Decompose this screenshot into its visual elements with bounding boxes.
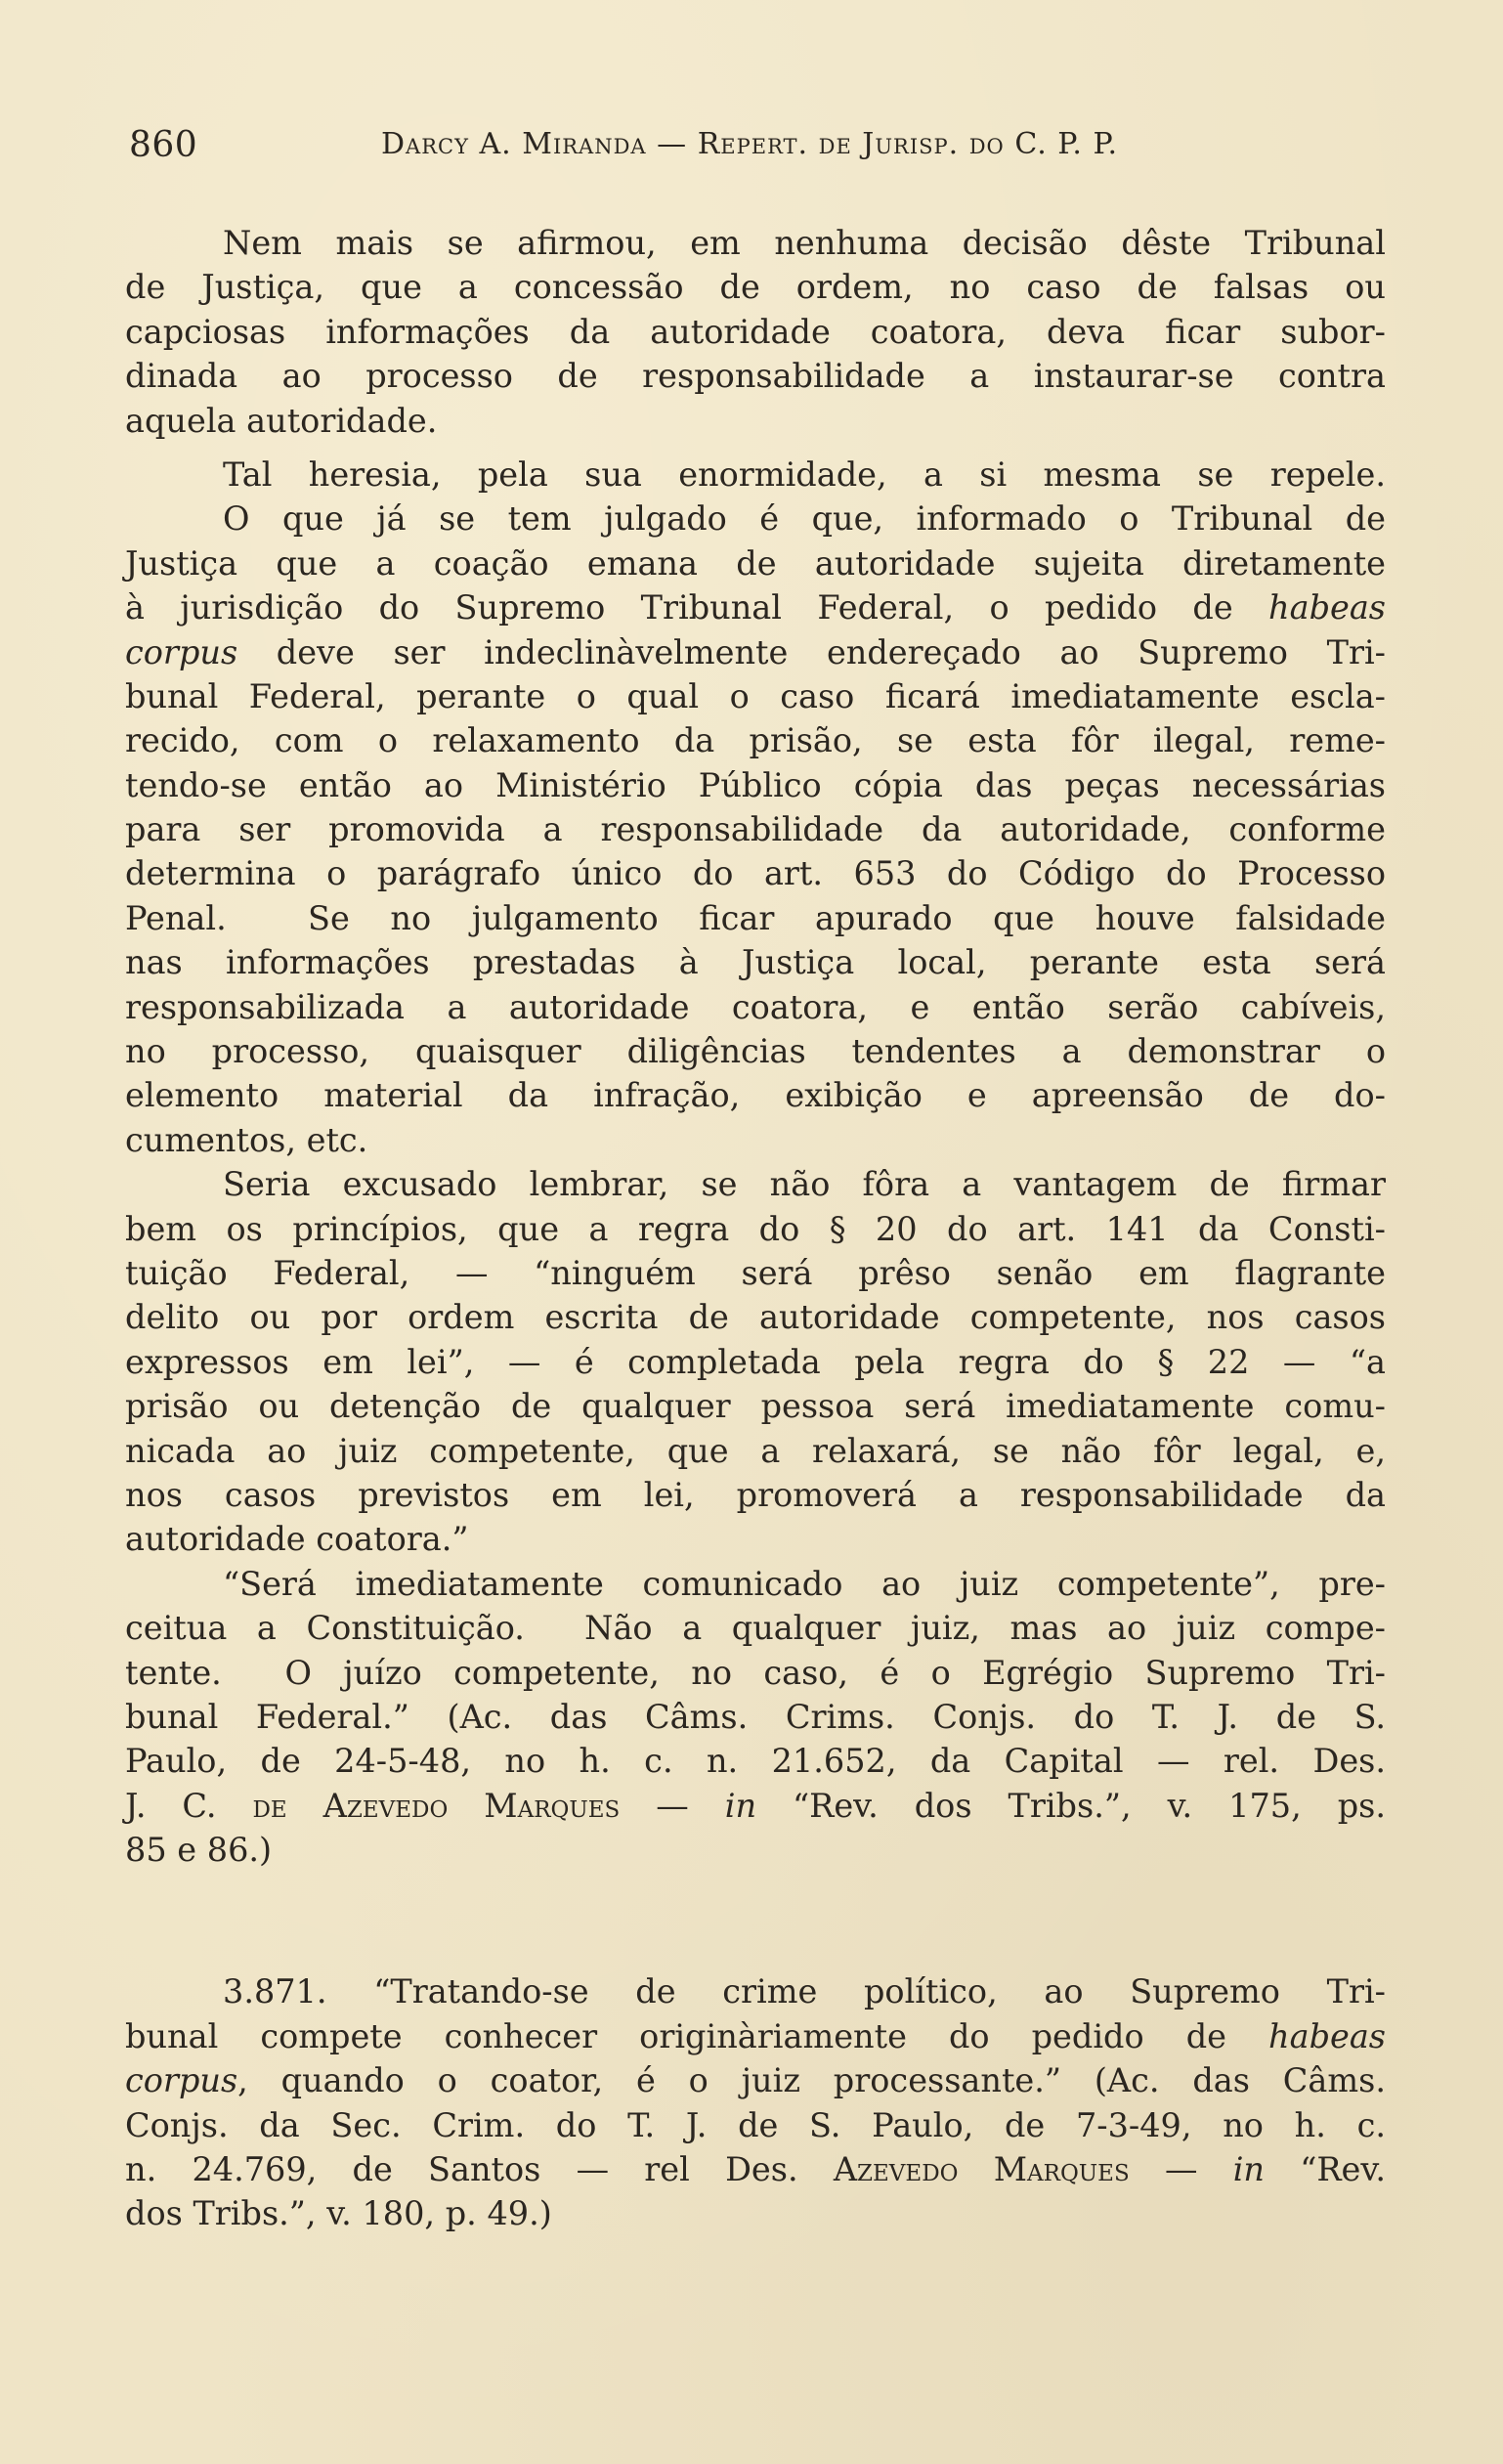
judge-name: de Azevedo Marques (252, 1786, 621, 1825)
paragraph (125, 497, 1386, 1162)
text-line: Paulo, de 24-5-48, no h. c. n. 21.652, da Capital — rel. Des. (125, 1742, 1386, 1781)
text-segment: J. C. (125, 1786, 253, 1825)
text-line: tuição Federal, — “ninguém será prêso senão em flagrante (125, 1253, 1386, 1292)
text-line: responsabilizada a autoridade coatora, e então serão cabíveis, (125, 987, 1386, 1026)
running-header (129, 125, 1390, 174)
text-segment: “Rev. (1264, 2150, 1386, 2189)
author-name: Darcy A. Miranda (381, 127, 647, 161)
text-line: bunal Federal, perante o qual o caso ficará imediatamente escla- (125, 676, 1386, 715)
running-title (381, 127, 1118, 161)
text-line: Nem mais se afirmou, em nenhuma decisão dêste Tribunal (223, 224, 1386, 262)
text-line: Justiça que a coação emana de autoridade sujeita diretamente (125, 543, 1386, 583)
text-line: no processo, quaisquer diligências tendentes a demonstrar o (125, 1032, 1386, 1071)
italic-term: corpus (125, 632, 238, 671)
book-title: Repert. de Jurisp. do C. P. P. (697, 127, 1119, 161)
text-line: bunal Federal.” (Ac. das Câms. Crims. Conjs. do T. J. de S. (125, 1697, 1386, 1736)
paragraph (125, 1562, 1386, 1873)
text-line: nas informações prestadas à Justiça local, perante esta será (125, 943, 1386, 982)
text-line: tendo-se então ao Ministério Público cópia das peças necessárias (125, 765, 1386, 804)
text-line: 85 e 86.) (125, 1831, 273, 1870)
page-number: 860 (129, 125, 198, 165)
paragraph (125, 453, 1386, 497)
italic-term: habeas (1268, 2016, 1386, 2055)
text-line: prisão ou detenção de qualquer pessoa será imediatamente comu- (125, 1387, 1386, 1426)
text-line (125, 630, 1386, 674)
page-body (125, 221, 1386, 2236)
text-line: nicada ao juiz competente, que a relaxará, se não fôr legal, e, (125, 1431, 1386, 1470)
italic-term: in (1232, 2150, 1265, 2189)
jurisprudence-entry (125, 1969, 1386, 2235)
text-segment: “Rev. dos Tribs.”, v. 175, ps. (756, 1786, 1386, 1825)
paragraph (125, 1162, 1386, 1562)
text-line: Tal heresia, pela sua enormidade, a si mesma se repele. (223, 454, 1386, 494)
text-segment: à jurisdição do Supremo Tribunal Federal, o pedido de (125, 588, 1269, 627)
text-line: para ser promovida a responsabilidade da autoridade, conforme (125, 810, 1386, 849)
text-line: ceitua a Constituição. Não a qualquer juiz, mas ao juiz compe- (125, 1609, 1386, 1648)
text-line: delito ou por ordem escrita de autoridade competente, nos casos (125, 1298, 1386, 1337)
text-segment: “Tratando-se de crime político, ao Supremo Tri- (326, 1972, 1386, 2011)
text-line: dos Tribs.”, v. 180, p. 49.) (125, 2194, 552, 2233)
text-line (125, 2058, 1386, 2102)
text-line: determina o parágrafo único do art. 653 do Código do Processo (125, 854, 1386, 893)
text-line: Seria excusado lembrar, se não fôra a vantagem de firmar (223, 1165, 1386, 1204)
text-line: cumentos, etc. (125, 1120, 368, 1159)
text-line: aquela autoridade. (125, 401, 438, 440)
text-line: Penal. Se no julgamento ficar apurado que houve falsidade (125, 898, 1386, 937)
text-line: dinada ao processo de responsabilidade a instaurar-se contra (125, 357, 1386, 396)
paragraph (125, 221, 1386, 443)
entry-number: 3.871. (223, 1972, 327, 2011)
text-line (125, 585, 1386, 629)
text-line (125, 2014, 1386, 2058)
text-line (125, 1784, 1386, 1828)
text-line: capciosas informações da autoridade coatora, deva ficar subor- (125, 312, 1386, 351)
text-segment: — (620, 1786, 725, 1825)
text-line: recido, com o relaxamento da prisão, se esta fôr ilegal, reme- (125, 721, 1386, 760)
text-line: bem os princípios, que a regra do § 20 do art. 141 da Consti- (125, 1209, 1386, 1248)
text-line: O que já se tem julgado é que, informado o Tribunal de (223, 499, 1386, 539)
text-line: nos casos previstos em lei, promoverá a responsabilidade da (125, 1475, 1386, 1514)
text-line: expressos em lei”, — é completada pela regra do § 22 — “a (125, 1342, 1386, 1381)
text-line (125, 1969, 1386, 2013)
text-line: Conjs. da Sec. Crim. do T. J. de S. Paulo, de 7-3-49, no h. c. (125, 2105, 1386, 2144)
italic-term: in (724, 1786, 757, 1825)
text-segment: bunal compete conhecer originàriamente do pedido de (125, 2016, 1269, 2055)
text-line: autoridade coatora.” (125, 1520, 469, 1559)
text-segment: deve ser indeclinàvelmente endereçado ao Supremo Tri- (237, 632, 1386, 671)
italic-term: corpus (125, 2061, 238, 2100)
text-line: elemento material da infração, exibição e apreensão de do- (125, 1076, 1386, 1115)
header-dash: — (657, 127, 688, 161)
text-line (125, 2147, 1386, 2191)
text-segment: — (1129, 2150, 1233, 2189)
italic-term: habeas (1268, 588, 1386, 627)
text-line: “Será imediatamente comunicado ao juiz competente”, pre- (223, 1564, 1386, 1603)
judge-name: Azevedo Marques (833, 2150, 1130, 2189)
text-line: de Justiça, que a concessão de ordem, no caso de falsas ou (125, 268, 1386, 307)
text-segment: , quando o coator, é o juiz processante.” (Ac. das Câms. (237, 2061, 1386, 2100)
text-line: tente. O juízo competente, no caso, é o Egrégio Supremo Tri- (125, 1653, 1386, 1692)
text-segment: n. 24.769, de Santos — rel Des. (125, 2150, 834, 2189)
